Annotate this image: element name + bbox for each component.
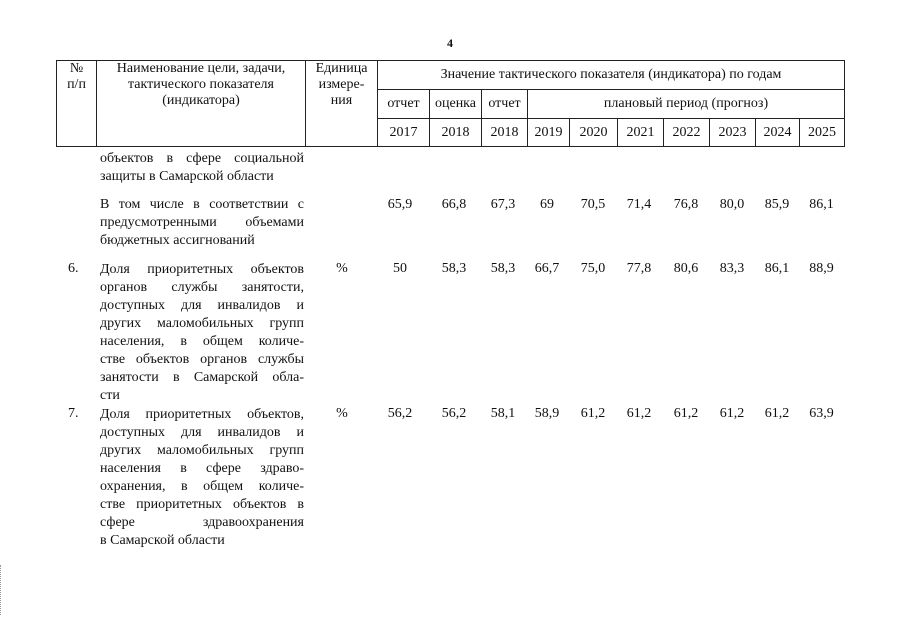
- value-cell: 61,2: [580, 406, 606, 421]
- value-cell: 61,2: [626, 406, 652, 421]
- value-cell: 85,9: [764, 197, 790, 212]
- row-name: Доля приоритетных объектов, доступных для инвалидов и других маломобильных групп населения в сфере здраво- охранения, в общем количе- стве приоритетных объектов в сфере здравоохранения в Самарской области: [100, 407, 304, 548]
- row-number: 7.: [68, 406, 79, 421]
- value-cell: 83,3: [719, 261, 745, 276]
- year-cell: 2020: [570, 119, 618, 147]
- row-number: 6.: [68, 261, 79, 276]
- header-estimate: оценка: [430, 90, 482, 119]
- value-cell: 71,4: [626, 197, 652, 212]
- value-cell: 58,3: [441, 261, 467, 276]
- value-cell: 88,9: [809, 261, 834, 276]
- year-cell: 2021: [618, 119, 664, 147]
- value-cell: 80,0: [719, 197, 745, 212]
- value-cell: 80,6: [673, 261, 699, 276]
- row-name: Доля приоритетных объектов органов службы занятости, доступных для инвалидов и других маломобильных групп населения, в общем количе- стве объектов органов службы занятости в Самарской обла- сти: [100, 262, 304, 403]
- year-cell: 2017: [378, 119, 430, 147]
- year-cell: 2018: [430, 119, 482, 147]
- value-cell: 65,9: [387, 197, 413, 212]
- year-cell: 2018: [482, 119, 528, 147]
- value-cell: 63,9: [809, 406, 834, 421]
- value-cell: 56,2: [441, 406, 467, 421]
- value-cell: 58,9: [534, 406, 560, 421]
- year-cell: 2022: [664, 119, 710, 147]
- value-cell: 75,0: [580, 261, 606, 276]
- header-report: отчет: [378, 90, 430, 119]
- page-number: 4: [447, 36, 453, 50]
- value-cell: 61,2: [719, 406, 745, 421]
- value-cell: 61,2: [764, 406, 790, 421]
- value-cell: 70,5: [580, 197, 606, 212]
- header-plan-period: плановый период (прогноз): [528, 90, 845, 119]
- value-cell: 77,8: [626, 261, 652, 276]
- year-cell: 2023: [710, 119, 756, 147]
- value-cell: 86,1: [764, 261, 790, 276]
- value-cell: 86,1: [809, 197, 834, 212]
- value-cell: 66,8: [441, 197, 467, 212]
- value-cell: 76,8: [673, 197, 699, 212]
- value-cell: 66,7: [534, 261, 560, 276]
- year-cell: 2025: [800, 119, 845, 147]
- value-cell: 58,1: [490, 406, 516, 421]
- row-unit: %: [336, 261, 348, 276]
- row-unit: %: [336, 406, 348, 421]
- value-cell: 69: [540, 197, 554, 212]
- table-header: [56, 60, 845, 147]
- value-cell: 58,3: [490, 261, 516, 276]
- header-values-title: Значение тактического показателя (индикатора) по годам: [378, 61, 845, 90]
- value-cell: 61,2: [673, 406, 699, 421]
- header-report2: отчет: [482, 90, 528, 119]
- year-cell: 2024: [756, 119, 800, 147]
- year-cell: 2019: [528, 119, 570, 147]
- value-cell: 50: [393, 261, 407, 276]
- header-name: Наименование цели, задачи, тактического показателя (индикатора): [97, 61, 306, 147]
- value-cell: 67,3: [490, 197, 516, 212]
- value-cell: 56,2: [387, 406, 413, 421]
- header-unit: Единица измере- ния: [306, 61, 378, 147]
- row-name: В том числе в соответствии с предусмотренными объемами бюджетных ассигнований: [100, 197, 304, 248]
- header-num: № п/п: [57, 61, 97, 147]
- row-name: объектов в сфере социальной защиты в Самарской области: [100, 151, 304, 184]
- scan-artifact: [0, 565, 7, 615]
